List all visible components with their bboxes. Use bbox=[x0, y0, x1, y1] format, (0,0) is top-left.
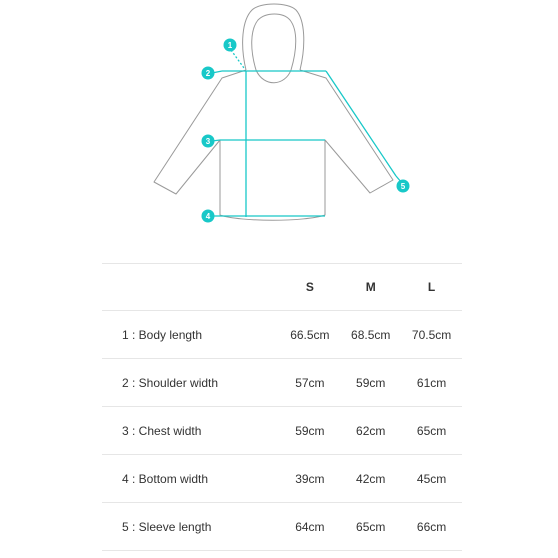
row-label: 1 : Body length bbox=[102, 311, 279, 359]
row-label: 2 : Shoulder width bbox=[102, 359, 279, 407]
header-size-s: S bbox=[279, 264, 340, 311]
svg-text:2: 2 bbox=[205, 69, 211, 78]
hood-inner bbox=[252, 14, 296, 83]
marker-5 bbox=[397, 180, 410, 193]
value-s: 57cm bbox=[279, 359, 340, 407]
sleeve-length-line bbox=[326, 71, 396, 176]
header-size-l: L bbox=[401, 264, 462, 311]
table-row bbox=[102, 407, 462, 455]
table-row bbox=[102, 311, 462, 359]
value-m: 62cm bbox=[340, 407, 401, 455]
svg-text:3: 3 bbox=[205, 137, 211, 146]
value-s: 64cm bbox=[279, 503, 340, 551]
value-m: 65cm bbox=[340, 503, 401, 551]
marker-3 bbox=[202, 135, 215, 148]
table-row bbox=[102, 503, 462, 551]
table-row bbox=[102, 455, 462, 503]
value-l: 66cm bbox=[401, 503, 462, 551]
svg-text:4: 4 bbox=[205, 212, 211, 221]
marker-1-leader bbox=[231, 50, 244, 68]
value-l: 70.5cm bbox=[401, 311, 462, 359]
header-label bbox=[102, 264, 279, 311]
value-s: 66.5cm bbox=[279, 311, 340, 359]
svg-text:5: 5 bbox=[400, 182, 406, 191]
table-header-row bbox=[102, 264, 462, 311]
hoodie-outline bbox=[154, 4, 393, 220]
value-m: 59cm bbox=[340, 359, 401, 407]
value-s: 39cm bbox=[279, 455, 340, 503]
header-size-m: M bbox=[340, 264, 401, 311]
table-row bbox=[102, 359, 462, 407]
hoodie-body bbox=[154, 70, 393, 220]
row-label: 3 : Chest width bbox=[102, 407, 279, 455]
marker-2 bbox=[202, 67, 215, 80]
value-l: 45cm bbox=[401, 455, 462, 503]
hoodie-diagram bbox=[0, 0, 558, 240]
value-l: 65cm bbox=[401, 407, 462, 455]
size-table bbox=[102, 263, 462, 551]
row-label: 4 : Bottom width bbox=[102, 455, 279, 503]
svg-text:1: 1 bbox=[227, 41, 233, 50]
marker-4 bbox=[202, 210, 215, 223]
value-m: 42cm bbox=[340, 455, 401, 503]
row-label: 5 : Sleeve length bbox=[102, 503, 279, 551]
measurement-lines bbox=[212, 50, 402, 217]
value-m: 68.5cm bbox=[340, 311, 401, 359]
marker-1 bbox=[224, 39, 237, 52]
value-l: 61cm bbox=[401, 359, 462, 407]
value-s: 59cm bbox=[279, 407, 340, 455]
